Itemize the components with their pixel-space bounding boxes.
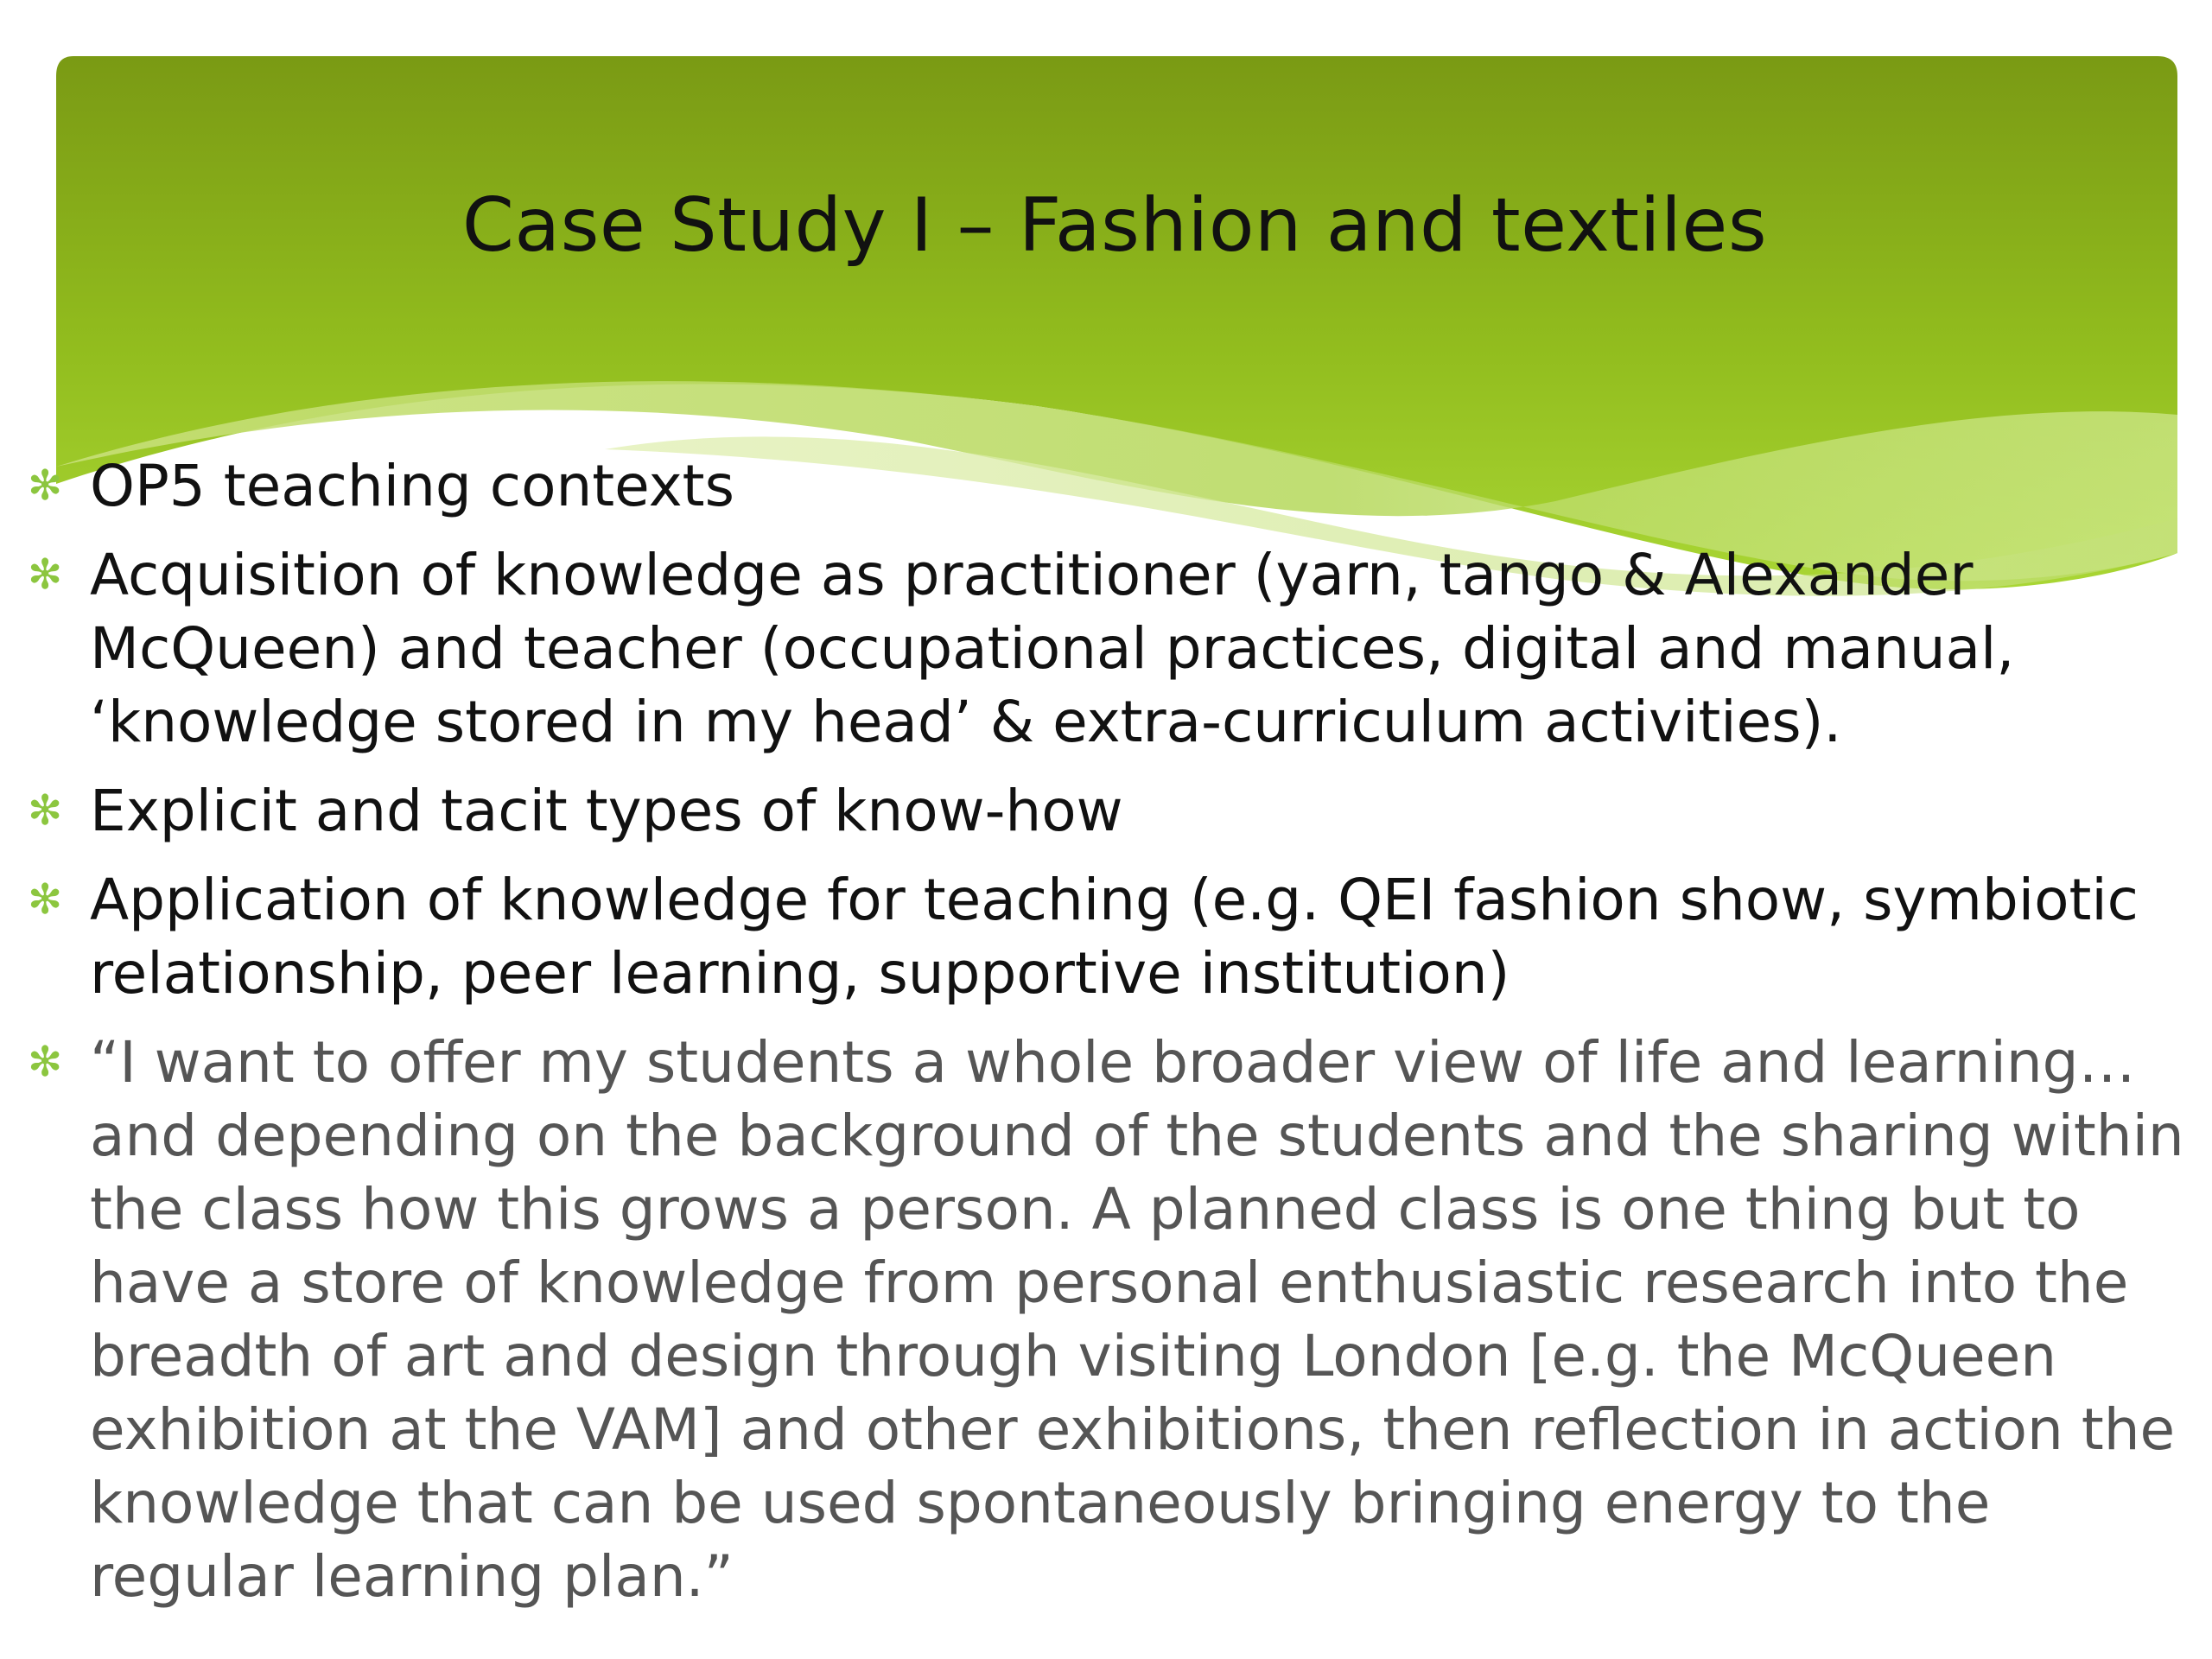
bullet-text: Acquisition of knowledge as practitioner (yarn, tango & Alexander McQueen) and teacher (occupational practices, digital and manual, ‘knowledge stored in my head’ & extra-curriculum activities). bbox=[90, 542, 2015, 755]
quote-text: “I want to offer my students a whole broader view of life and learning…and depending on the background of the students and the sharing within the class how this grows a person. A planned class is one thing but to have a store of knowledge from personal enthusiastic research into the breadth of art and design through visiting London [e.g. the McQueen exhibition at the VAM] and other exhibitions, then reflection in action the knowledge that can be used spontaneously bringing energy to the regular learning plan.” bbox=[90, 1029, 2184, 1610]
asterisk-icon: ✻ bbox=[28, 875, 63, 924]
bullet-list bbox=[28, 449, 2188, 1629]
bullet-text: Explicit and tacit types of know-how bbox=[90, 778, 1123, 844]
quote-item bbox=[28, 1026, 2188, 1613]
asterisk-icon: ✻ bbox=[28, 461, 63, 510]
asterisk-icon: ✻ bbox=[28, 1038, 63, 1086]
asterisk-icon: ✻ bbox=[28, 786, 63, 835]
asterisk-icon: ✻ bbox=[28, 550, 63, 599]
list-item bbox=[28, 863, 2188, 1010]
bullet-text: OP5 teaching contexts bbox=[90, 453, 734, 519]
bullet-text: Application of knowledge for teaching (e.g. QEI fashion show, symbiotic relationship, peer learning, supportive institution) bbox=[90, 867, 2139, 1007]
slide-title: Case Study I – Fashion and textiles bbox=[461, 182, 1768, 269]
list-item bbox=[28, 538, 2188, 759]
list-item bbox=[28, 449, 2188, 523]
list-item bbox=[28, 774, 2188, 848]
